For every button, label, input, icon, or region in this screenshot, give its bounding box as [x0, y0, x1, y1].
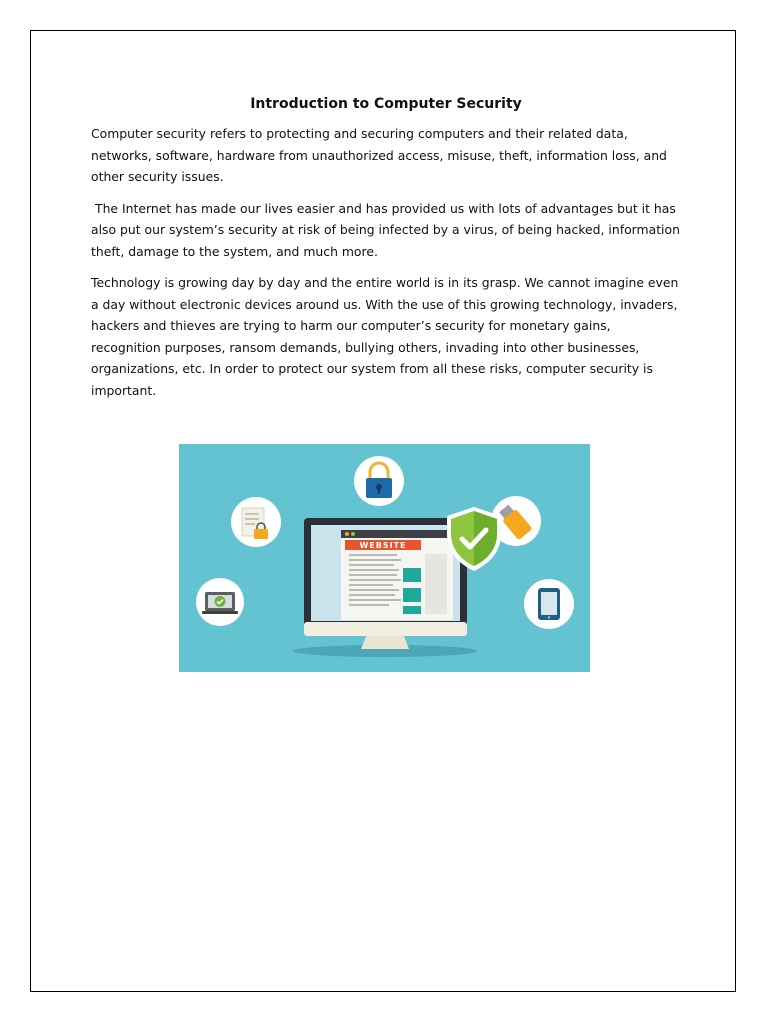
- document-lock-icon: [231, 497, 281, 547]
- computer-security-illustration: [179, 444, 590, 672]
- paragraph-internet-risks: The Internet has made our lives easier and has provided us with lots of advantages but it has also put our system’s security at risk of being infected by a virus, of being hacked, information theft, damage to the system, and much more.: [91, 200, 680, 259]
- document-title: Introduction to Computer Security: [250, 96, 522, 112]
- paragraph-definition: Computer security refers to protecting and securing computers and their related data, networks, software, hardware from unauthorized access, misuse, theft, information loss, and other security issues.: [91, 126, 667, 184]
- laptop-check-icon: [196, 578, 244, 626]
- tablet-icon: [524, 579, 574, 629]
- document-body: [91, 95, 681, 411]
- website-banner-label: WEBSITE: [359, 541, 407, 550]
- document-page: [30, 30, 736, 992]
- padlock-icon: [354, 456, 404, 506]
- paragraph-importance: Technology is growing day by day and the entire world is in its grasp. We cannot imagine even a day without electronic devices around us. With the use of this growing technology, invaders, hackers and thieves are trying to harm our computer’s security for monetary gains, recognition purposes, ransom demands, bullying others, invading into other businesses, organizations, etc. In order to protect our system from all these risks, computer security is important.: [91, 275, 679, 398]
